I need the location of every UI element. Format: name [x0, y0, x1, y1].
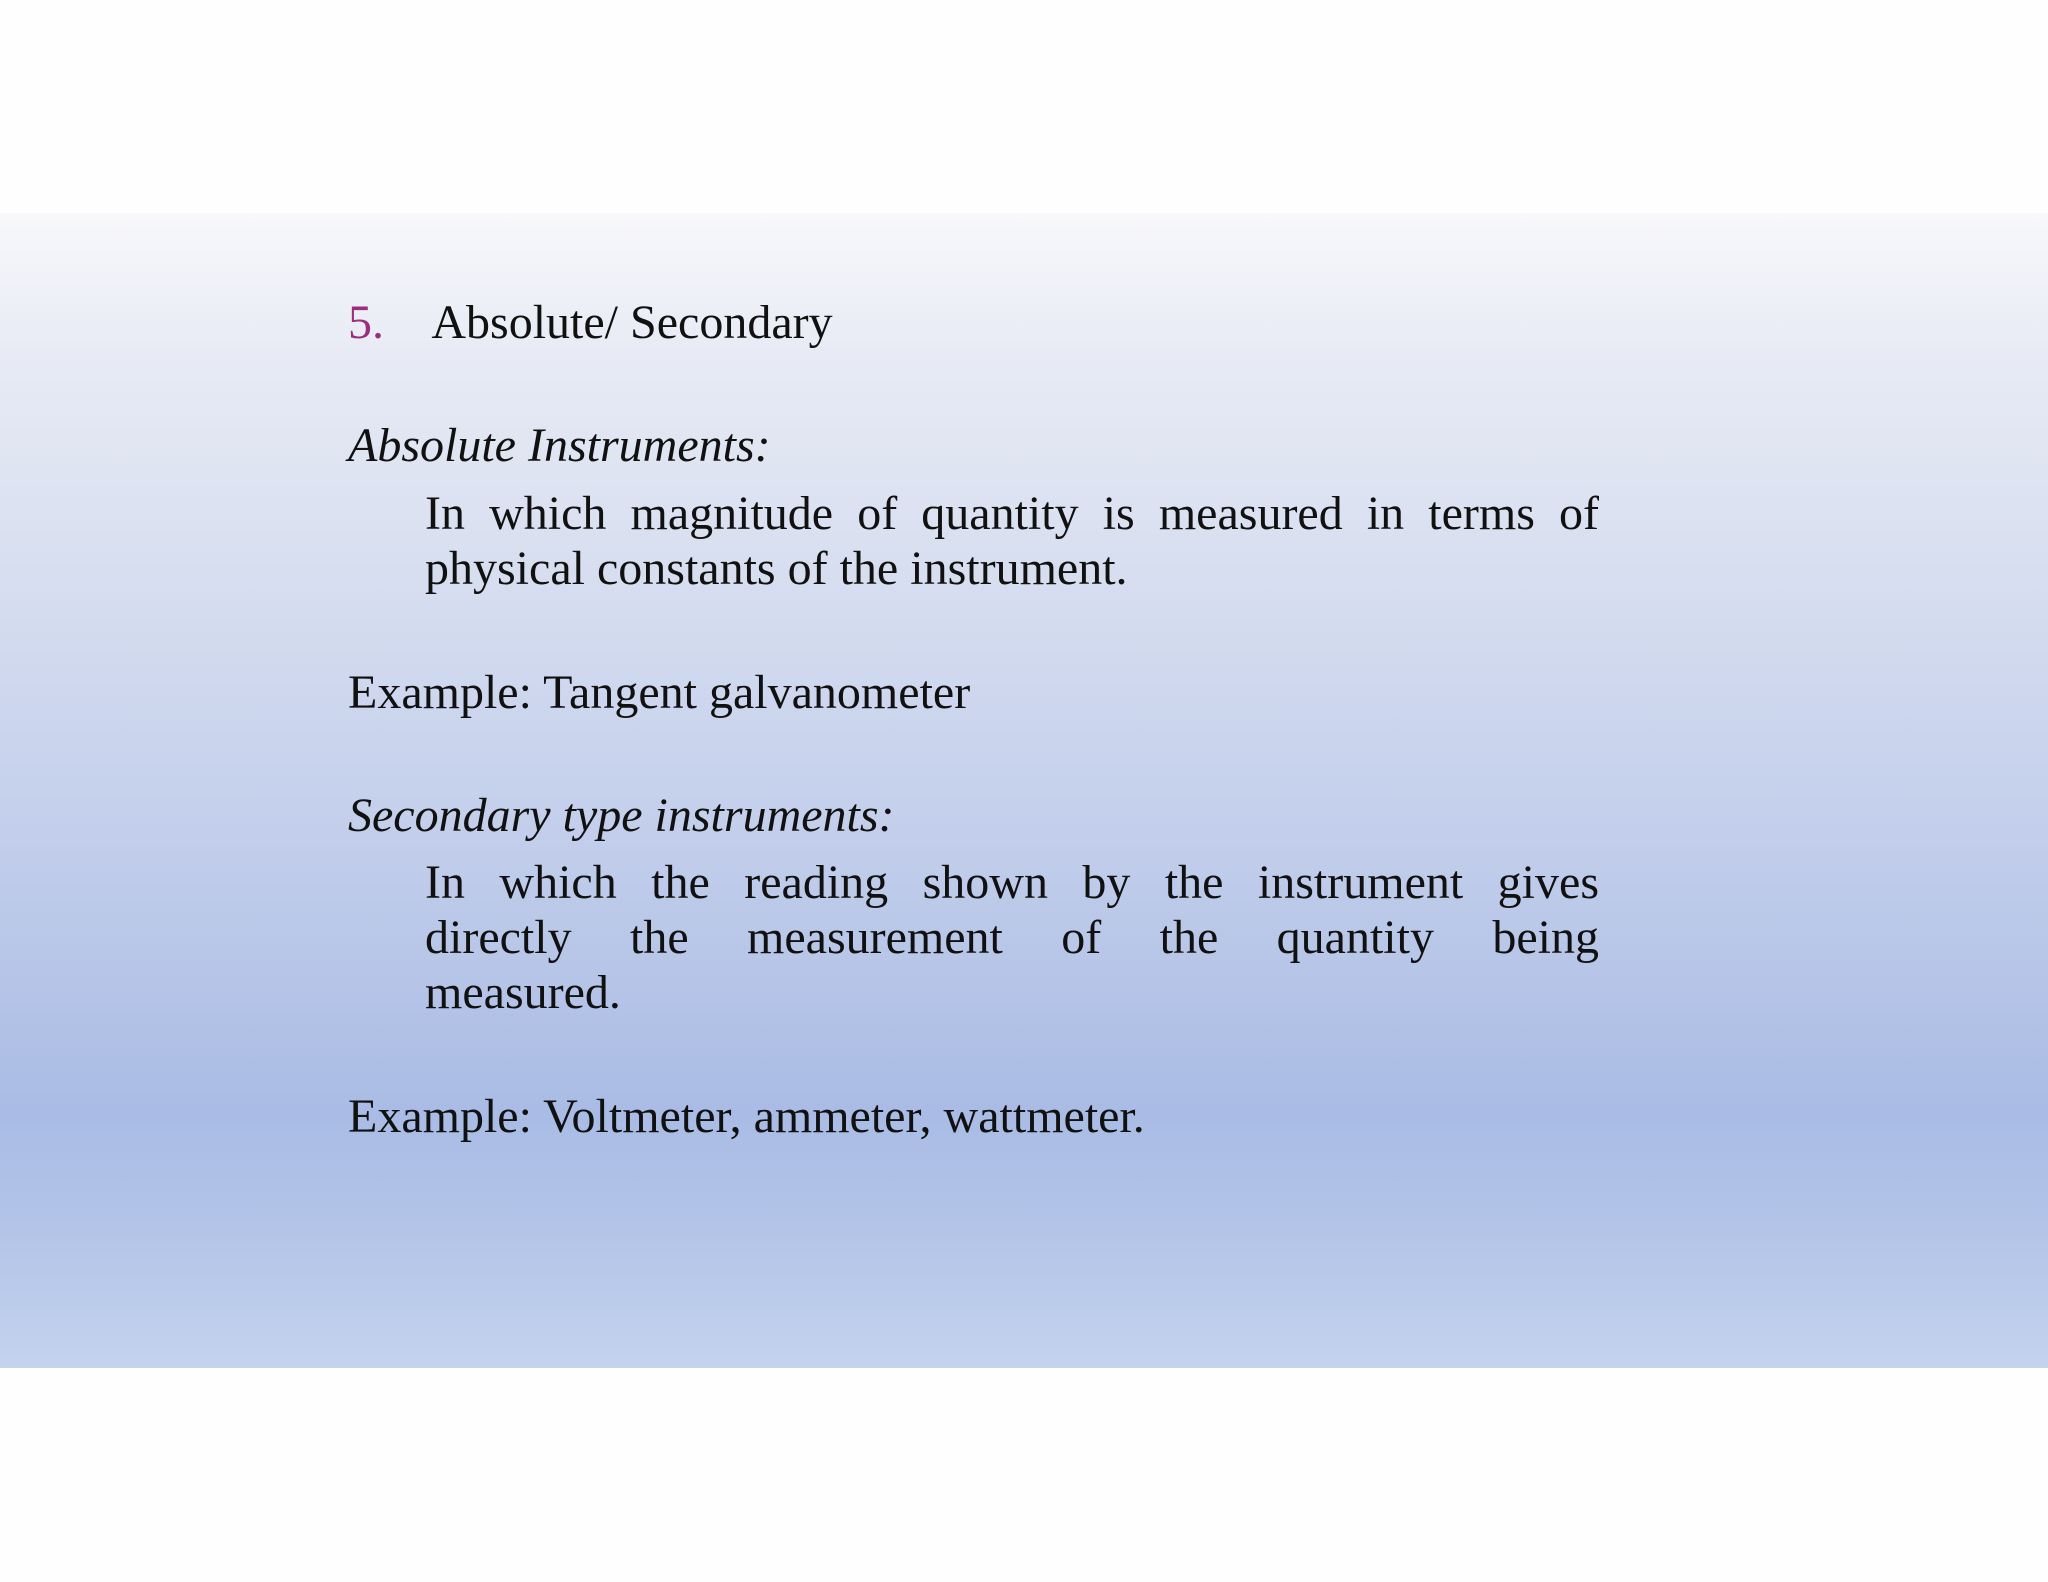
secondary-example: Example: Voltmeter, ammeter, wattmeter. [348, 1090, 1145, 1143]
slide [0, 213, 2048, 1368]
absolute-example: Example: Tangent galvanometer [348, 666, 971, 719]
secondary-instruments-description [425, 855, 1599, 1020]
secondary-instruments-title: Secondary type instruments: [348, 789, 895, 842]
secondary-line-1: In which the reading shown by the instrument gives [425, 856, 1599, 909]
secondary-line-2: directly the measurement of the quantity being [425, 911, 1599, 964]
secondary-line-3: measured. [425, 966, 621, 1019]
heading-number: 5. [348, 296, 384, 349]
absolute-instruments-description [425, 486, 1599, 596]
heading [348, 295, 833, 350]
heading-text: Absolute/ Secondary [431, 296, 833, 349]
absolute-instruments-title: Absolute Instruments: [348, 419, 771, 472]
absolute-line-1: In which magnitude of quantity is measured in terms of [425, 487, 1599, 540]
absolute-line-2: physical constants of the instrument. [425, 542, 1128, 595]
